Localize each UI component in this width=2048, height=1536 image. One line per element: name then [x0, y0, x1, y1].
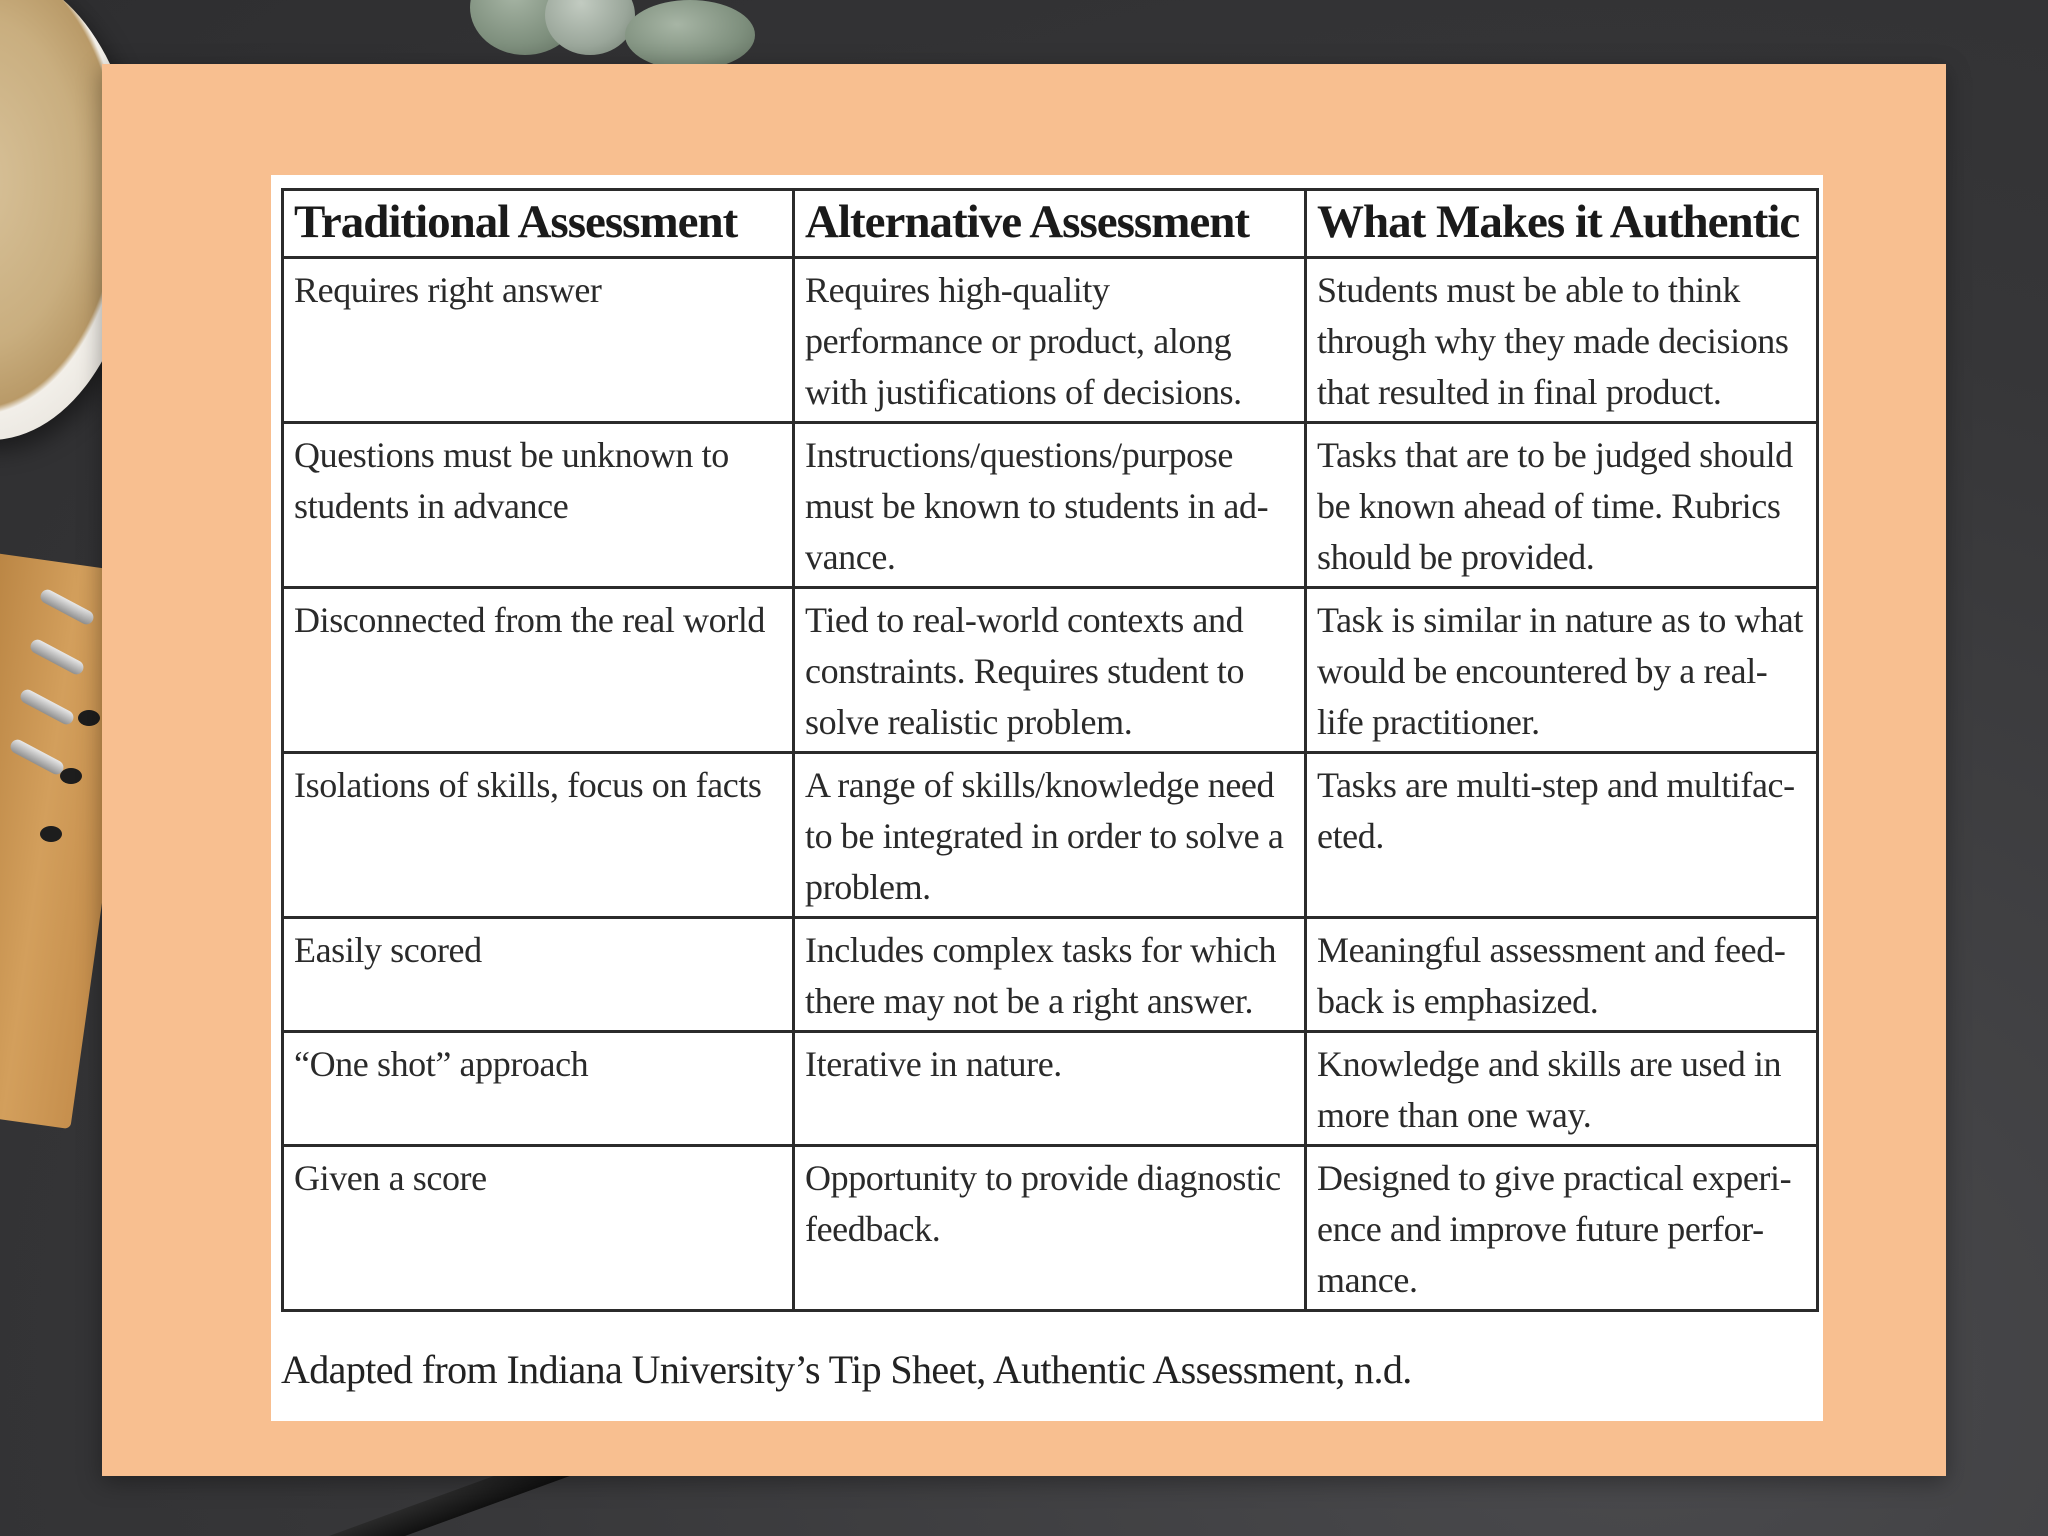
table-cell: Includes complex tasks for which there may not be a right answer.: [794, 918, 1306, 1032]
table-cell: Given a score: [283, 1146, 794, 1311]
table-cell: Disconnected from the real world: [283, 588, 794, 753]
slide-panel: [102, 64, 1946, 1476]
table-cell: Easily scored: [283, 918, 794, 1032]
leaf-decoration: [625, 0, 755, 70]
table-row: [283, 918, 1818, 1032]
notebook-hole: [60, 768, 82, 784]
table-cell: Iterative in nature.: [794, 1032, 1306, 1146]
table-cell: “One shot” approach: [283, 1032, 794, 1146]
table-cell: Instructions/questions/purpose must be known to students in ad-vance.: [794, 423, 1306, 588]
header-alternative-assessment: Alternative Assessment: [794, 190, 1306, 258]
table-row: [283, 588, 1818, 753]
source-note: Adapted from Indiana University’s Tip Sheet, Authentic Assessment, n.d.: [281, 1347, 1412, 1392]
header-traditional-assessment: Traditional Assessment: [283, 190, 794, 258]
table-cell: Requires high-quality performance or product, along with justifications of decisions.: [794, 258, 1306, 423]
table-cell: Meaningful assessment and feed-back is emphasized.: [1306, 918, 1818, 1032]
header-what-makes-it-authentic: What Makes it Authentic: [1306, 190, 1818, 258]
table-cell: Questions must be unknown to students in advance: [283, 423, 794, 588]
table-cell: A range of skills/knowledge need to be integrated in order to solve a problem.: [794, 753, 1306, 918]
table-header-row: [283, 190, 1818, 258]
table-cell: Opportunity to provide diagnostic feedback.: [794, 1146, 1306, 1311]
table-row: [283, 423, 1818, 588]
table-row: [283, 753, 1818, 918]
table-sheet: [271, 175, 1823, 1421]
table-row: [283, 1146, 1818, 1311]
table-cell: Task is similar in nature as to what would be encountered by a real-life practitioner.: [1306, 588, 1818, 753]
notebook-hole: [40, 826, 62, 842]
table-cell: Tied to real-world contexts and constraints. Requires student to solve realistic problem.: [794, 588, 1306, 753]
table-cell: Tasks that are to be judged should be known ahead of time. Rubrics should be provided.: [1306, 423, 1818, 588]
table-cell: Isolations of skills, focus on facts: [283, 753, 794, 918]
assessment-comparison-table: [281, 188, 1819, 1312]
table-row: [283, 258, 1818, 423]
table-cell: Requires right answer: [283, 258, 794, 423]
table-cell: Tasks are multi-step and multifac-eted.: [1306, 753, 1818, 918]
table-row: [283, 1032, 1818, 1146]
notebook-hole: [78, 710, 100, 726]
table-cell: Designed to give practical experi-ence and improve future perfor-mance.: [1306, 1146, 1818, 1311]
table-cell: Students must be able to think through why they made decisions that resulted in final product.: [1306, 258, 1818, 423]
table-cell: Knowledge and skills are used in more than one way.: [1306, 1032, 1818, 1146]
